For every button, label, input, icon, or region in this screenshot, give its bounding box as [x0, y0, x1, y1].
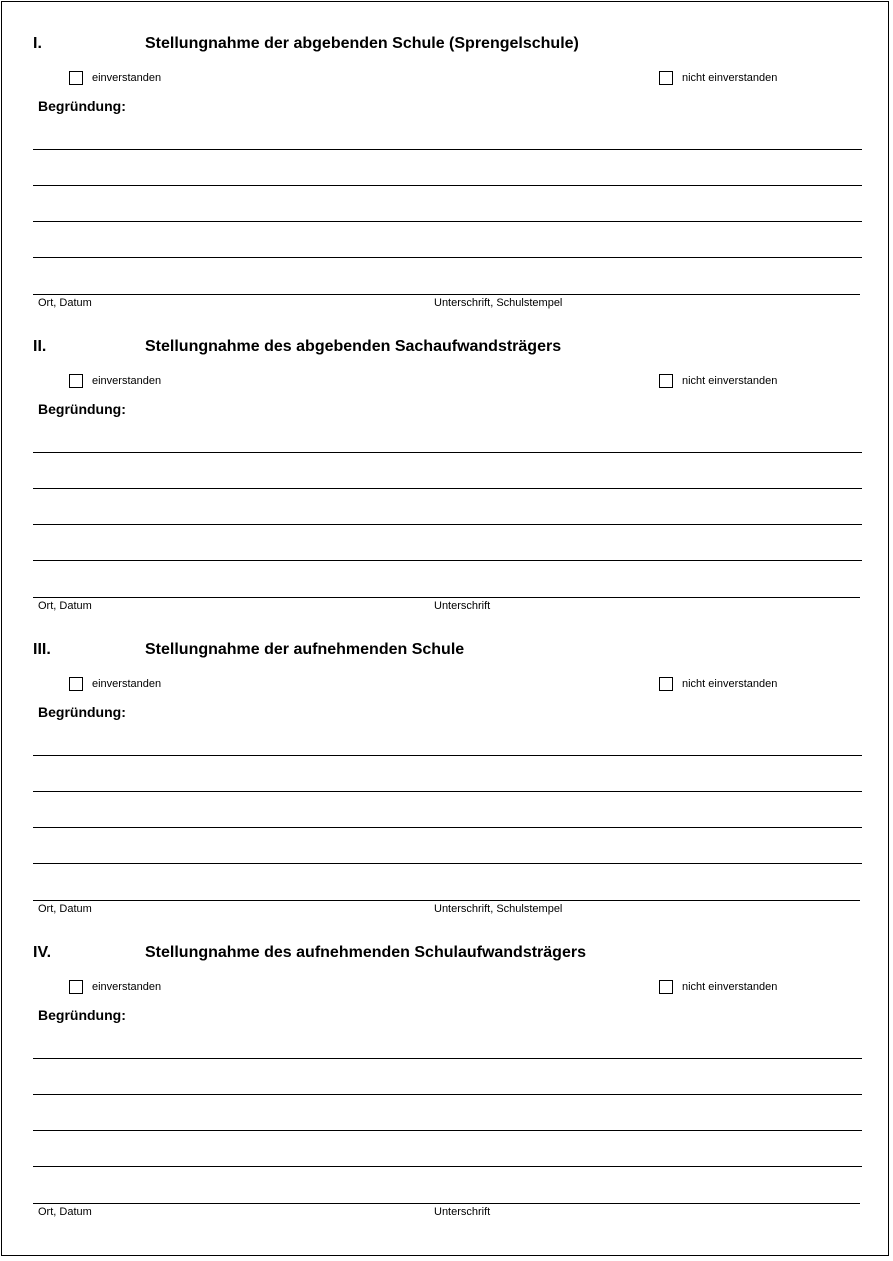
signature-label: Unterschrift: [434, 600, 491, 612]
signature-label: Unterschrift: [434, 1206, 491, 1218]
reason-line-2[interactable]: [33, 185, 862, 186]
reason-line-1[interactable]: [33, 149, 862, 150]
agree-label: einverstanden: [92, 677, 162, 690]
reason-line-1[interactable]: [33, 452, 862, 453]
agree-option[interactable]: [69, 69, 161, 86]
agree-option[interactable]: [69, 675, 161, 692]
signature-line[interactable]: [33, 900, 860, 901]
section-numeral: IV.: [33, 944, 52, 961]
disagree-option[interactable]: [659, 69, 777, 86]
agree-checkbox[interactable]: [69, 374, 83, 388]
reason-line-1[interactable]: [33, 755, 862, 756]
signature-label: Unterschrift, Schulstempel: [434, 297, 563, 309]
section-4: [0, 909, 893, 1218]
agree-label: einverstanden: [92, 374, 162, 387]
disagree-label: nicht einverstanden: [682, 71, 778, 84]
disagree-label: nicht einverstanden: [682, 677, 778, 690]
signature-line[interactable]: [33, 597, 860, 598]
section-1: [0, 0, 893, 309]
disagree-checkbox[interactable]: [659, 980, 673, 994]
reason-line-1[interactable]: [33, 1058, 862, 1059]
place-date-label: Ort, Datum: [38, 297, 92, 309]
disagree-option[interactable]: [659, 372, 777, 389]
reason-line-2[interactable]: [33, 1094, 862, 1095]
agree-checkbox[interactable]: [69, 677, 83, 691]
agree-option[interactable]: [69, 372, 161, 389]
reason-line-3[interactable]: [33, 1130, 862, 1131]
section-numeral: II.: [33, 338, 47, 355]
signature-line[interactable]: [33, 1203, 860, 1204]
section-3: [0, 606, 893, 915]
agree-checkbox[interactable]: [69, 980, 83, 994]
agree-label: einverstanden: [92, 980, 162, 993]
reason-line-3[interactable]: [33, 524, 862, 525]
disagree-checkbox[interactable]: [659, 374, 673, 388]
section-title: Stellungnahme der abgebenden Schule (Sprengelschule): [145, 35, 579, 52]
reason-line-4[interactable]: [33, 1166, 862, 1167]
section-numeral: III.: [33, 641, 51, 658]
disagree-checkbox[interactable]: [659, 677, 673, 691]
agree-checkbox[interactable]: [69, 71, 83, 85]
agree-option[interactable]: [69, 978, 161, 995]
section-title: Stellungnahme der aufnehmenden Schule: [145, 641, 465, 658]
place-date-label: Ort, Datum: [38, 1206, 92, 1218]
signature-label: Unterschrift, Schulstempel: [434, 903, 563, 915]
reason-label: Begründung:: [38, 98, 126, 114]
reason-label: Begründung:: [38, 704, 126, 720]
reason-line-4[interactable]: [33, 560, 862, 561]
disagree-checkbox[interactable]: [659, 71, 673, 85]
reason-line-4[interactable]: [33, 863, 862, 864]
reason-line-2[interactable]: [33, 791, 862, 792]
section-title: Stellungnahme des abgebenden Sachaufwandsträgers: [145, 338, 562, 355]
disagree-label: nicht einverstanden: [682, 374, 778, 387]
reason-label: Begründung:: [38, 1007, 126, 1023]
section-title: Stellungnahme des aufnehmenden Schulaufwandsträgers: [145, 944, 586, 961]
reason-line-2[interactable]: [33, 488, 862, 489]
reason-line-4[interactable]: [33, 257, 862, 258]
signature-line[interactable]: [33, 294, 860, 295]
section-numeral: I.: [33, 35, 42, 52]
agree-label: einverstanden: [92, 71, 162, 84]
reason-line-3[interactable]: [33, 827, 862, 828]
reason-label: Begründung:: [38, 401, 126, 417]
disagree-option[interactable]: [659, 978, 777, 995]
reason-line-3[interactable]: [33, 221, 862, 222]
place-date-label: Ort, Datum: [38, 903, 92, 915]
section-2: [0, 303, 893, 612]
disagree-label: nicht einverstanden: [682, 980, 778, 993]
disagree-option[interactable]: [659, 675, 777, 692]
place-date-label: Ort, Datum: [38, 600, 92, 612]
